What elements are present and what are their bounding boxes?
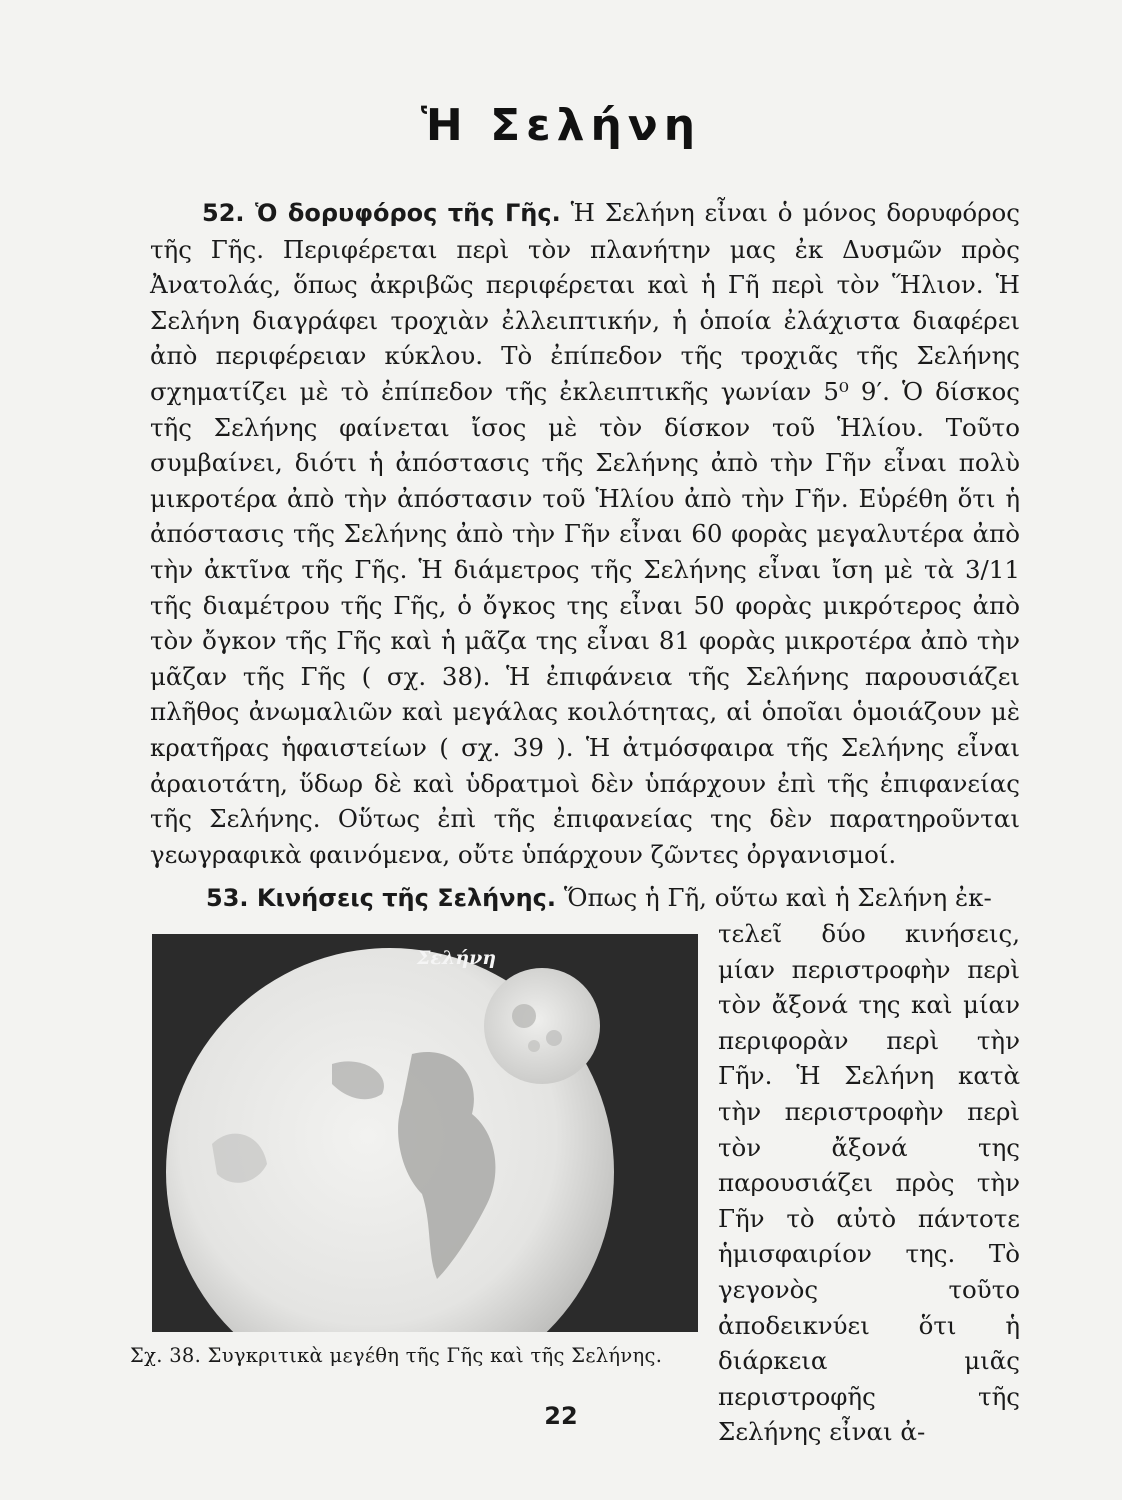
section-53-first-line-text: Ὅπως ἡ Γῆ, οὕτω καὶ ἡ Σελήνη ἐκ- — [563, 883, 992, 912]
section-53-side-text: τελεῖ δύο κινήσεις, μίαν περιστροφὴν περὶ τὸν ἄξονά της καὶ μίαν περιφορὰν περὶ τὴν Γῆν. Ἡ Σελήνη κατὰ τὴν περιστροφὴν περὶ τὸν ἄξονά της παρουσιάζει πρὸς τὴν Γῆν τὸ αὐτὸ πάντοτε ἡμισφαιρίον της. Τὸ γεγονὸς τοῦτο ἀποδεικνύει ὅτι ἡ διάρκεια μιᾶς περιστροφῆς τῆς Σελήνης εἶναι ἀ- — [718, 919, 1020, 1447]
page-number: 22 — [544, 1402, 578, 1430]
figure-38-earth-moon-photo — [152, 934, 698, 1332]
section-53-first-line — [150, 880, 1020, 917]
figure-38-caption: Σχ. 38. Συγκριτικὰ μεγέθη τῆς Γῆς καὶ τῆς Σελήνης. — [130, 1344, 663, 1367]
page-title: Ἡ Σελήνη — [420, 100, 702, 151]
moon-label: Σελήνη — [417, 947, 497, 969]
section-52-heading: 52. Ὁ δορυφόρος τῆς Γῆς. — [202, 199, 561, 227]
section-53-heading: 53. Κινήσεις τῆς Σελήνης. — [206, 884, 557, 912]
moon-disc — [484, 968, 600, 1084]
section-52-body: Ἡ Σελήνη εἶναι ὁ μόνος δορυφόρος τῆς Γῆς. Περιφέρεται περὶ τὸν πλανήτην μας ἐκ Δυσμῶν πρὸς Ἀνατολάς, ὅπως ἀκριβῶς περιφέρεται καὶ ἡ Γῆ περὶ τὸν Ἥλιον. Ἡ Σελήνη διαγράφει τροχιὰν ἐλλειπτικήν, ἡ ὁποία ἐλάχιστα διαφέρει ἀπὸ περιφέρειαν κύκλου. Τὸ ἐπίπεδον τῆς τροχιᾶς τῆς Σελήνης σχηματίζει μὲ τὸ ἐπίπεδον τῆς ἐκλειπτικῆς γωνίαν 5⁰ 9′. Ὁ δίσκος τῆς Σελήνης φαίνεται ἴσος μὲ τὸν δίσκον τοῦ Ἡλίου. Τοῦτο συμβαίνει, διότι ἡ ἀπόστασις τῆς Σελήνης ἀπὸ τὴν Γῆν εἶναι πολὺ μικροτέρα ἀπὸ τὴν ἀπόστασιν τοῦ Ἡλίου ἀπὸ τὴν Γῆν. Εὑρέθη ὅτι ἡ ἀπόστασις τῆς Σελήνης ἀπὸ τὴν Γῆν εἶναι 60 φορὰς μεγαλυτέρα ἀπὸ τὴν ἀκτῖνα τῆς Γῆς. Ἡ διάμετρος τῆς Σελήνης εἶναι ἴση μὲ τὰ 3/11 τῆς διαμέτρου τῆς Γῆς, ὁ ὄγκος της εἶναι 50 φορὰς μικρότερος ἀπὸ τὸν ὄγκον τῆς Γῆς καὶ ἡ μᾶζα της εἶναι 81 φορὰς μικροτέρα ἀπὸ τὴν μᾶζαν τῆς Γῆς ( σχ. 38). Ἡ ἐπιφάνεια τῆς Σελήνης παρουσιάζει πλῆθος ἀνωμαλιῶν καὶ μεγάλας κοιλότητας, αἱ ὁποῖαι ὁμοιάζουν μὲ κρατῆρας ἡφαιστείων ( σχ. 39 ). Ἡ ἀτμόσφαιρα τῆς Σελήνης εἶναι ἀραιοτάτη, ὕδωρ δὲ καὶ ὑδρατμοὶ δὲν ὑπάρχουν ἐπὶ τῆς ἐπιφανείας τῆς Σελήνης. Οὕτως ἐπὶ τῆς ἐπιφανείας της δὲν παρατηροῦνται γεωγραφικὰ φαινόμενα, οὔτε ὑπάρχουν ζῶντες ὀργανισμοί. — [150, 198, 1020, 869]
section-52-paragraph — [150, 195, 1020, 872]
